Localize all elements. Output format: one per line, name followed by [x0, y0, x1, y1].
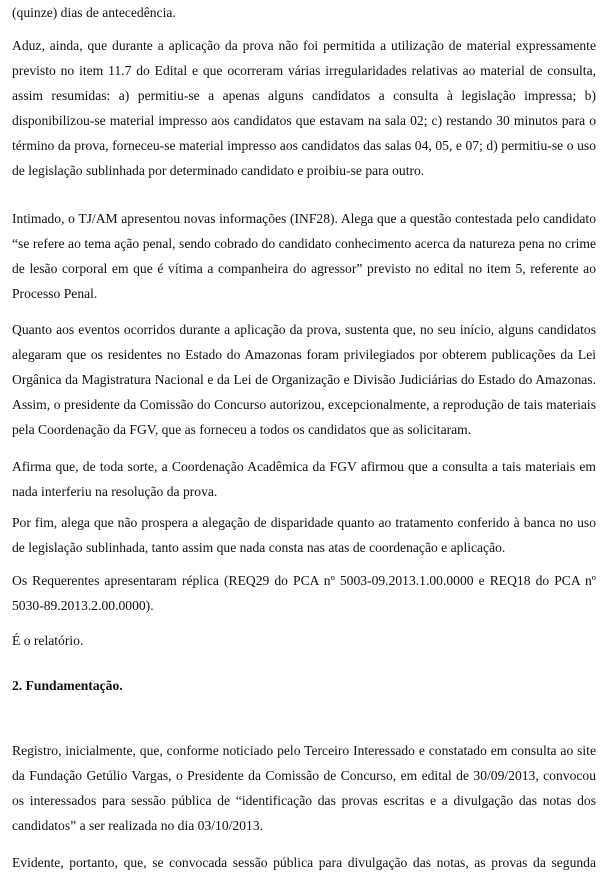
text-line: Por fim, alega que não prospera a alegação de disparidade quanto ao tratamento conferido à banca no uso	[12, 515, 596, 530]
text-line: Os Requerentes apresentaram réplica (REQ29 do PCA nº 5003-09.2013.1.00.0000 e REQ18 do PCA nº	[12, 573, 596, 588]
text-line: É o relatório.	[12, 633, 84, 648]
text-line: Aduz, ainda, que durante a aplicação da prova não foi permitida a utilização de material expressamente	[12, 38, 596, 53]
text-line: (quinze) dias de antecedência.	[12, 5, 176, 20]
text-line: Orgânica da Magistratura Nacional e da Lei de Organização e Divisão Judiciárias do Estado do Amazonas.	[12, 372, 596, 387]
text-line: candidatos” a ser realizada no dia 03/10/2013.	[12, 818, 264, 833]
text-line: Processo Penal.	[12, 286, 98, 301]
text-line: Evidente, portanto, que, se convocada sessão pública para divulgação das notas, as provas da segunda	[12, 855, 596, 870]
text-line: Intimado, o TJ/AM apresentou novas informações (INF28). Alega que a questão contestada pelo candidato	[12, 211, 596, 226]
paragraph	[12, 206, 596, 306]
paragraph	[12, 454, 596, 504]
paragraph	[12, 738, 596, 838]
text-line: de legislação sublinhada, tanto assim que nada consta nas atas de coordenação e aplicação.	[12, 540, 506, 555]
paragraph	[12, 628, 596, 653]
text-line: Assim, o presidente da Comissão do Concurso autorizou, excepcionalmente, a reprodução de tais materiais	[12, 397, 596, 412]
text-line: 5030-89.2013.2.00.0000).	[12, 598, 154, 613]
text-line: os interessados para sessão pública de “identificação das provas escritas e a divulgação das notas dos	[12, 793, 596, 808]
text-line: Registro, inicialmente, que, conforme noticiado pelo Terceiro Interessado e constatado em consulta ao site	[12, 743, 596, 758]
text-line: disponibilizou-se material impresso aos candidatos que estavam na sala 02; c) restando 30 minutos para o	[12, 113, 596, 128]
text-line: de legislação sublinhada por determinado candidato e proibiu-se para outro.	[12, 163, 425, 178]
text-line: pela Coordenação da FGV, que as forneceu a todos os candidatos que as solicitaram.	[12, 422, 472, 437]
text-line: assim resumidas: a) permitiu-se a apenas alguns candidatos a consulta à legislação impressa; b)	[12, 88, 596, 103]
text-line: da Fundação Getúlio Vargas, o Presidente da Comissão de Concurso, em edital de 30/09/2013, convocou	[12, 768, 596, 783]
text-line: nada interferiu na resolução da prova.	[12, 484, 218, 499]
text-line: “se refere ao tema ação penal, sendo cobrado do candidato conhecimento acerca da natureza pena no crime	[12, 236, 596, 251]
text-line: Afirma que, de toda sorte, a Coordenação Acadêmica da FGV afirmou que a consulta a tais materiais em	[12, 459, 596, 474]
paragraph	[12, 568, 596, 618]
paragraph	[12, 33, 596, 183]
text-line: Quanto aos eventos ocorridos durante a aplicação da prova, sustenta que, no seu início, alguns candidatos	[12, 322, 596, 337]
paragraph	[12, 850, 596, 875]
text-line: de lesão corporal em que é vítima a companheira do agressor” previsto no edital no item 5, referente ao	[12, 261, 596, 276]
paragraph	[12, 0, 596, 25]
paragraph	[12, 317, 596, 442]
text-line: término da prova, forneceu-se material impresso aos candidatos das salas 04, 05, e 07; d) permitiu-se o uso	[12, 138, 596, 153]
paragraph	[12, 510, 596, 560]
text-line: previsto no item 11.7 do Edital e que ocorreram várias irregularidades relativas ao material de consulta,	[12, 63, 596, 78]
section-heading: 2. Fundamentação.	[12, 678, 123, 693]
text-line: alegaram que os residentes no Estado do Amazonas foram privilegiados por obterem publicações da Lei	[12, 347, 596, 362]
